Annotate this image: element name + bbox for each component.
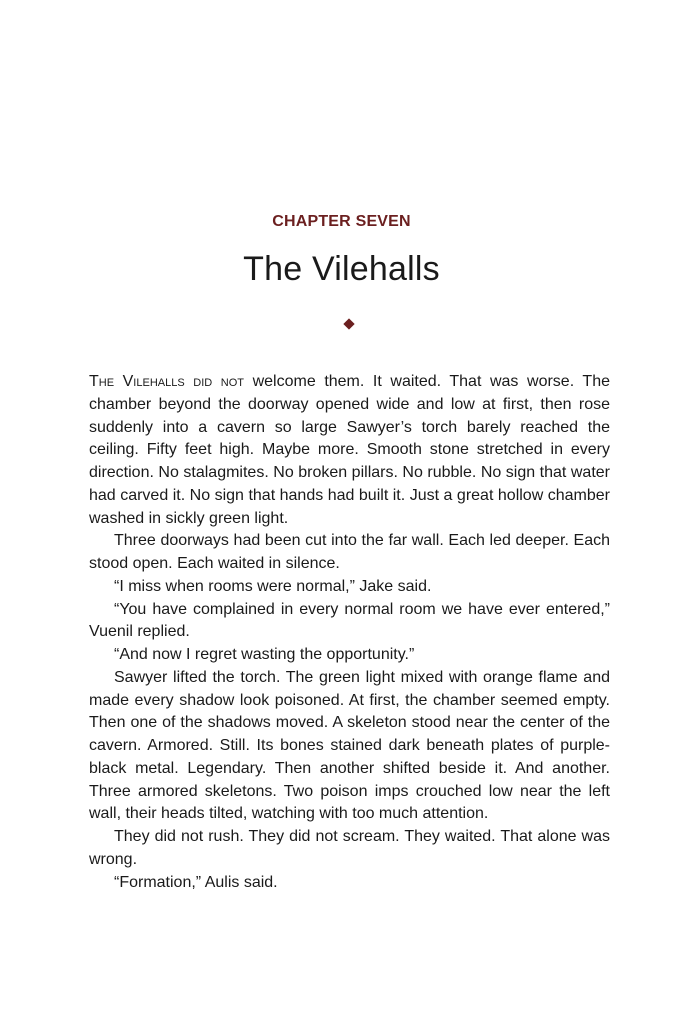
chapter-title: The Vilehalls [243, 250, 440, 288]
paragraph: Three doorways had been cut into the far wall. Each led deeper. Each stood open. Each waited in silence. [89, 532, 610, 572]
paragraph: “You have complained in every normal room we have ever entered,” Vuenil replied. [89, 600, 610, 641]
paragraph: “Formation,” Aulis said. [114, 873, 278, 891]
diamond-ornament-icon [343, 318, 354, 329]
paragraph: “I miss when rooms were normal,” Jake said. [114, 577, 432, 595]
chapter-body [89, 371, 610, 894]
paragraph: They did not rush. They did not scream. They waited. That alone was wrong. [89, 828, 610, 868]
opening-text: welcome them. It waited. That was worse. The chamber beyond the doorway opened wide and low at first, then rose suddenly into a cavern so large Sawyer’s torch barely reached the ceiling. Fifty feet high. Maybe more. Smooth stone stretched in every direction. No stalagmites. No broken pillars. No rubble. No sign that water had carved it. No sign that hands had built it. Just a great hollow chamber washed in sickly green light. [89, 373, 611, 527]
paragraph: Sawyer lifted the torch. The green light mixed with orange flame and made every shadow look poisoned. At first, the chamber seemed empty. Then one of the shadows moved. A skeleton stood near the center of the cavern. Armored. Still. Its bones stained dark beneath plates of purple-black metal. Legendary. Then another shifted beside it. And another. Three armored skeletons. Two poison imps crouched low near the left wall, their heads tilted, watching with too much attention. [89, 668, 610, 823]
paragraph: “And now I regret wasting the opportunity.” [114, 646, 415, 663]
chapter-label: CHAPTER SEVEN [272, 213, 411, 230]
opening-paragraph [89, 371, 610, 530]
opening-small-caps: The Vilehalls did not [89, 373, 245, 390]
